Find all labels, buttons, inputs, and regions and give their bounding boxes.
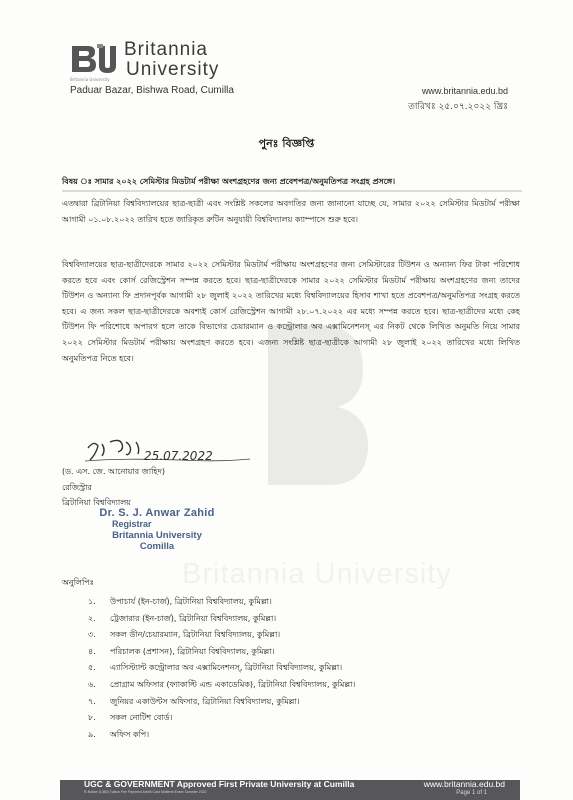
body-paragraph-1: এতদ্বারা ব্রিটানিয়া বিশ্ববিদ্যালয়ের ছাত্র-ছাত্রী এবং সংশ্লিষ্ট সকলের অবগতির জন্য জানানো যাচ্ছে যে, সামার ২০২২ সেমিস্টার মিডটার্ম পরীক্ষা আগামী ০১.০৮.২০২২ তারিখ হতে জারিকৃত রুটিন অনুযায়ী বিশ্ববিদ্যালয় ক্যাম্পাসে শুরু হবে।: [62, 199, 520, 224]
copy-item: ৬. প্রোগ্রাম অফিসার (ফ্যাকাল্টি এন্ড একাডেমিক), ব্রিটানিয়া বিশ্ববিদ্যালয়, কুমিল্লা।: [88, 679, 356, 689]
copy-item: ৮. সকল নোটিশ বোর্ড।: [88, 713, 173, 723]
handwritten-date-text: 25.07.2022: [144, 449, 213, 463]
footer-document-ref: R-Notice (1360) Tuition Fee Payment Admit Card Midterm Exam Summer 2022: [84, 790, 207, 794]
seal-title: Registrar: [112, 519, 152, 529]
watermark-text: [182, 558, 452, 591]
logo-tagline: Britannia University: [70, 77, 110, 82]
copy-item: ২. ট্রেজারার (ইন-চার্জ), ব্রিটানিয়া বিশ্ববিদ্যালয়, কুমিল্লা।: [88, 613, 277, 623]
registrar-seal: [82, 508, 232, 552]
seal-name: Dr. S. J. Anwar Zahid: [99, 507, 215, 519]
website-header: www.britannia.edu.bd: [421, 86, 508, 96]
notice-date: তারিখঃ ২৫.০৭.২০২২ খ্রিঃ: [408, 102, 508, 112]
university-logo: [70, 44, 120, 76]
signatory-title: রেজিস্ট্রার: [62, 483, 92, 492]
footer-approval-text: UGC & GOVERNMENT Approved First Private University at Cumilla: [84, 779, 355, 789]
university-name: [124, 40, 219, 80]
handwritten-date: [140, 438, 280, 468]
copy-item: ৯. অফিস কপি।: [88, 729, 150, 739]
copies-label: অনুলিপিঃ: [62, 578, 94, 587]
body-paragraph-2: বিশ্ববিদ্যালয়ের ছাত্র-ছাত্রীদেরকে সামার ২০২২ সেমিস্টার মিডটার্ম পরীক্ষায় অংশগ্রহণের জন্য সেমিস্টারের টিউশন ও অন্যান্য ফির টাকা পরিশোধ করতে হবে এবং কোর্স রেজিস্ট্রেশন সম্পন্ন করতে হবে। ছাত্র-ছাত্রীদেরকে সামার ২০২২ সেমিস্টার মিডটার্ম পরীক্ষায় অংশগ্রহণের জন্য তাদের টিউশন ও অন্যান্য ফি প্রদানপূর্বক আগামী ২৮ জুলাই ২০২২ তারিখের মধ্যে বিশ্ববিদ্যালয়ের হিসাব শাখা হতে প্রবেশপত্র/অনুমতিপত্র সংগ্রহ করতে হবে। এ জন্য সকল ছাত্র-ছাত্রীদেরকে অবশ্যই কোর্স রেজিস্ট্রেশন আগামী ২৮.০৭.২০২২ এর মধ্যে সম্পন্ন করতে হবে। ছাত্র-ছাত্রীদের মধ্যে কেহ টিউশন ফি পরিশোধে অপারগ হলে তাকে বিভাগের চেয়ারম্যান ও কন্ট্রোলার অব এক্সামিনেশনস্ এর নিকট থেকে লিখিত অনুমতি নিয়ে সামার ২০২২ সেমিস্টার মিডটার্ম পরীক্ষায় অংশগ্রহণ করতে হবে। এজন্য সংশ্লিষ্ট ছাত্র-ছাত্রীকে আগামী ২৮ জুলাই ২০২২ তারিখের মধ্যে লিখিত অনুমতিপত্র নিতে হবে।: [62, 260, 520, 363]
footer-website-link[interactable]: www.britannia.edu.bd: [423, 779, 505, 789]
seal-organization: Britannia University: [112, 530, 202, 541]
copy-item: ৫. এ্যাসিস্ট্যান্ট কন্ট্রোলার অব এক্সামিনেশনস্, ব্রিটানিয়া বিশ্ববিদ্যালয়, কুমিল্লা।: [88, 663, 343, 673]
brand-line2: University: [126, 59, 220, 80]
copy-item: ৪. পরিচালক (প্রশাসন), ব্রিটানিয়া বিশ্ববিদ্যালয়, কুমিল্লা।: [88, 646, 275, 656]
copy-item: ৭. জুনিয়র একাউন্টস অফিসার, ব্রিটানিয়া বিশ্ববিদ্যালয়, কুমিল্লা।: [88, 696, 300, 706]
copy-item: ১. উপাচার্য (ইন-চার্জ), ব্রিটানিয়া বিশ্ববিদ্যালয়, কুমিল্লা।: [88, 597, 272, 606]
notice-subject: বিষয় ঃ সামার ২০২২ সেমিস্টার মিডটার্ম পরীক্ষা অংশগ্রহণের জন্য প্রবেশপত্র/অনুমতিপত্র সংগ্রহ প্রসঙ্গে।: [62, 177, 396, 186]
notice-title: পুনঃ বিজ্ঞপ্তি: [258, 137, 315, 150]
signatory-name: (ড. এস. জে. আনোয়ার জাহিদ): [62, 467, 165, 476]
page-number: Page 1 of 1: [456, 790, 487, 796]
seal-city: Comilla: [139, 541, 175, 552]
subject-divider: [62, 190, 522, 192]
brand-line1: Britannia: [124, 39, 208, 60]
copy-item: ৩. সকল ডীন/চেয়ারম্যান, ব্রিটানিয়া বিশ্ববিদ্যালয়, কুমিল্লা।: [88, 630, 281, 640]
address: Paduar Bazar, Bishwa Road, Cumilla: [70, 85, 234, 96]
signatory-organization: ব্রিটানিয়া বিশ্ববিদ্যালয়: [62, 498, 131, 507]
copies-list: [88, 596, 355, 745]
